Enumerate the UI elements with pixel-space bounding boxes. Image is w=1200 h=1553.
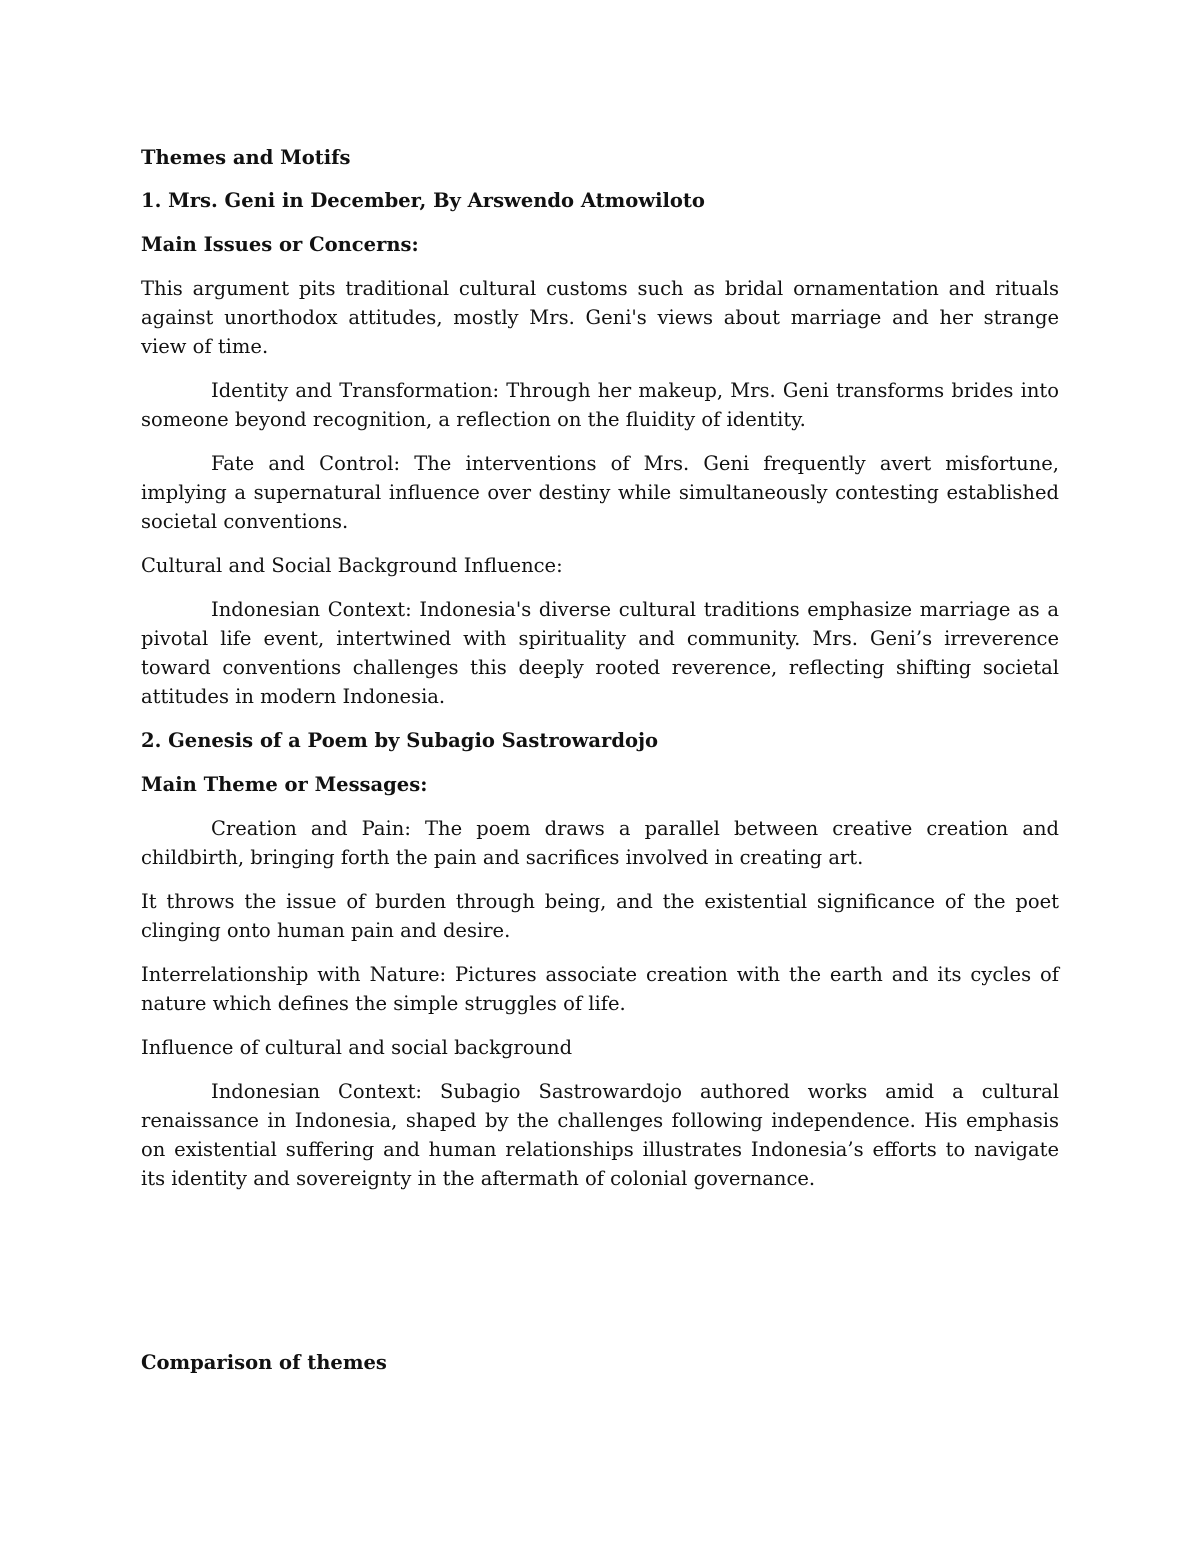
comparison-heading: Comparison of themes bbox=[141, 1351, 387, 1374]
section-1-paragraph-fate: Fate and Control: The interventions of Mrs. Geni frequently avert misfortune, implying a supernatural influence over destiny while simultaneously contesting established societal conventions. bbox=[141, 452, 1059, 533]
section-2-heading: 2. Genesis of a Poem by Subagio Sastrowardojo bbox=[141, 729, 659, 752]
section-1-paragraph-influence-label: Cultural and Social Background Influence: bbox=[141, 554, 563, 577]
section-2-paragraph-burden: It throws the issue of burden through being, and the existential significance of the poet clinging onto human pain and desire. bbox=[141, 890, 1059, 942]
document-title: Themes and Motifs bbox=[141, 146, 351, 169]
section-2-paragraph-creation: Creation and Pain: The poem draws a parallel between creative creation and childbirth, bringing forth the pain and sacrifices involved in creating art. bbox=[141, 817, 1059, 869]
section-2-paragraph-context: Indonesian Context: Subagio Sastrowardojo authored works amid a cultural renaissance in Indonesia, shaped by the challenges following independence. His emphasis on existential suffering and human relationships illustrates Indonesia’s efforts to navigate its identity and sovereignty in the aftermath of colonial governance. bbox=[141, 1080, 1059, 1190]
section-2-paragraph-nature: Interrelationship with Nature: Pictures associate creation with the earth and its cycles of nature which defines the simple struggles of life. bbox=[141, 963, 1059, 1015]
section-1-paragraph-identity: Identity and Transformation: Through her makeup, Mrs. Geni transforms brides into someone beyond recognition, a reflection on the fluidity of identity. bbox=[141, 379, 1059, 431]
section-1-paragraph-1: This argument pits traditional cultural customs such as bridal ornamentation and rituals against unorthodox attitudes, mostly Mrs. Geni's views about marriage and her strange view of time. bbox=[141, 277, 1059, 358]
section-2-subheading: Main Theme or Messages: bbox=[141, 773, 428, 796]
document-body bbox=[141, 143, 1059, 1392]
section-1-paragraph-context: Indonesian Context: Indonesia's diverse cultural traditions emphasize marriage as a pivotal life event, intertwined with spirituality and community. Mrs. Geni’s irreverence toward conventions challenges this deeply rooted reverence, reflecting shifting societal attitudes in modern Indonesia. bbox=[141, 598, 1059, 708]
section-1-heading: 1. Mrs. Geni in December, By Arswendo Atmowiloto bbox=[141, 189, 705, 212]
section-2-paragraph-influence-label: Influence of cultural and social background bbox=[141, 1036, 573, 1059]
section-1-subheading: Main Issues or Concerns: bbox=[141, 233, 419, 256]
